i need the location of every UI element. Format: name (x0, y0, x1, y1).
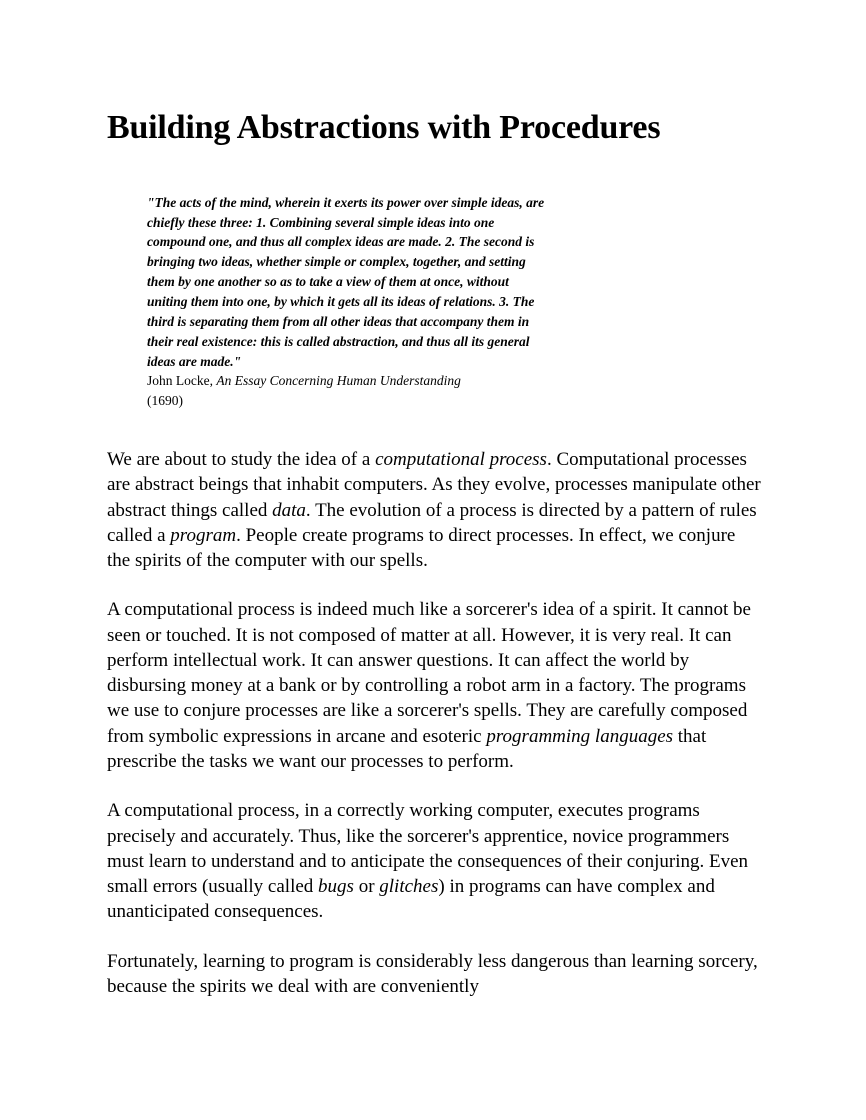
paragraph-1 (107, 447, 762, 573)
text-run: A computational process is indeed much like a sorcerer's idea of a spirit. It cannot be seen or touched. It is not composed of matter at all. However, it is very real. It can perform intellectual work. It can answer questions. It can affect the world by disbursing money at a bank or by controlling a robot arm in a factory. The programs we use to conjure processes are like a sorcerer's spells. They are carefully composed from symbolic expressions in arcane and esoteric (107, 599, 751, 747)
text-run: . The evolution of a process is directed by a pattern of rules called a (107, 499, 757, 546)
epigraph (147, 193, 547, 411)
text-run: We are about to study the idea of a (107, 449, 376, 471)
text-run: or (353, 876, 380, 898)
text-run: Fortunately, learning to program is considerably less dangerous than learning sorcery, because the spirits we deal with are conveniently (107, 950, 758, 997)
emphasis-text: bugs (318, 876, 354, 898)
emphasis-text: glitches (379, 876, 439, 898)
text-run: that prescribe the tasks we want our processes to perform. (107, 725, 707, 772)
paragraph-4 (107, 949, 762, 1000)
text-run: ) in programs can have complex and unanticipated consequences. (107, 876, 715, 923)
epigraph-year: (1690) (147, 393, 183, 409)
emphasis-text: computational process (375, 449, 547, 471)
body-text (107, 447, 762, 999)
epigraph-quote: "The acts of the mind, wherein it exerts its power over simple ideas, are chiefly these three: 1. Combining several simple ideas into one compound one, and thus all complex ideas are made. 2. The second is bringing two ideas, whether simple or complex, together, and setting them by one another so as to take a view of them at once, without uniting them into one, by which it gets all its ideas of relations. 3. The third is separating them from all other ideas that accompany them in their real existence: this is called abstraction, and thus all its general ideas are made." (147, 194, 545, 369)
text-run: . Computational processes are abstract beings that inhabit computers. As they evolve, processes manipulate other abstract things called (107, 449, 761, 521)
emphasis-text: data (272, 499, 306, 521)
text-run: A computational process, in a correctly working computer, executes programs precisely and accurately. Thus, like the sorcerer's apprentice, novice programmers must learn to understand and to anticipate the consequences of their conjuring. Even small errors (usually called (107, 800, 749, 898)
epigraph-work-title: An Essay Concerning Human Understanding (216, 373, 461, 389)
page-title: Building Abstractions with Procedures (107, 109, 661, 146)
epigraph-attribution (147, 371, 547, 391)
paragraph-3 (107, 798, 762, 924)
epigraph-author: John Locke, (147, 373, 213, 389)
emphasis-text: programming languages (486, 725, 674, 747)
emphasis-text: program (170, 524, 237, 546)
text-run: . People create programs to direct processes. In effect, we conjure the spirits of the computer with our spells. (107, 524, 736, 572)
paragraph-2 (107, 597, 762, 774)
